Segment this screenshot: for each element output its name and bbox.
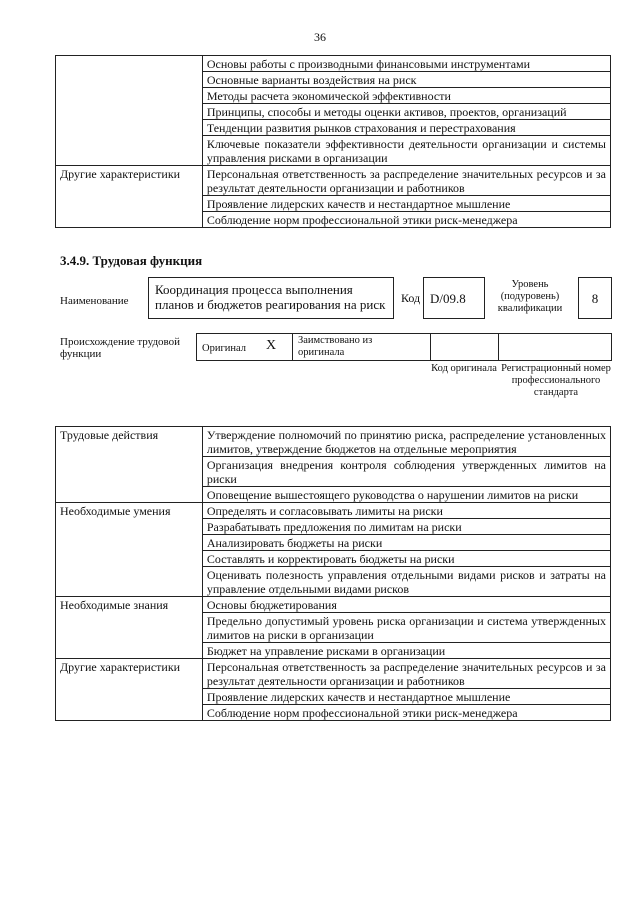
row-group-label — [56, 56, 203, 166]
section-heading: 3.4.9. Трудовая функция — [60, 253, 203, 268]
table-cell: Оценивать полезность управления отдельными видами рисков и затраты на управление отдельными видами рисков — [202, 567, 610, 597]
table-cell: Бюджет на управление рисками в организации — [202, 643, 610, 659]
table-cell: Оповещение вышестоящего руководства о нарушении лимитов на риски — [202, 487, 610, 503]
table-cell: Основы работы с производными финансовыми инструментами — [202, 56, 610, 72]
table-cell: Составлять и корректировать бюджеты на риски — [202, 551, 610, 567]
table-cell: Утверждение полномочий по принятию риска, распределение установленных лимитов, утверждение бюджетов на отдельные мероприятия — [202, 427, 610, 457]
name-label: Наименование — [60, 295, 129, 307]
level-label: Уровень (подуровень) квалификации — [497, 279, 563, 314]
origin-divider — [430, 333, 431, 361]
table-cell: Разрабатывать предложения по лимитам на риски — [202, 519, 610, 535]
original-code-caption: Код оригинала — [431, 363, 497, 374]
table-row — [56, 659, 611, 689]
labor-function-table — [55, 426, 611, 721]
table-cell: Основные варианты воздействия на риск — [202, 72, 610, 88]
table-cell: Персональная ответственность за распределение значительных ресурсов и за результат деятельности организации и работников — [202, 659, 610, 689]
table-cell: Организация внедрения контроля соблюдения утвержденных лимитов на риски — [202, 457, 610, 487]
table-cell: Ключевые показатели эффективности деятельности организации и системы управления рисками в организации — [202, 136, 610, 166]
table-cell: Принципы, способы и методы оценки активов, проектов, организаций — [202, 104, 610, 120]
table-cell: Соблюдение норм профессиональной этики риск-менеджера — [202, 705, 610, 721]
original-label: Оригинал — [202, 343, 246, 354]
origin-label: Происхождение трудовой функции — [60, 336, 181, 360]
table-cell: Основы бюджетирования — [202, 597, 610, 613]
table-row — [56, 427, 611, 457]
competency-table-continued — [55, 55, 611, 228]
table-cell: Проявление лидерских качеств и нестандартное мышление — [202, 689, 610, 705]
table-row — [56, 56, 611, 72]
table-cell: Методы расчета экономической эффективности — [202, 88, 610, 104]
table-cell: Тенденции развития рынков страхования и перестрахования — [202, 120, 610, 136]
table-cell: Соблюдение норм профессиональной этики риск-менеджера — [202, 212, 610, 228]
row-group-label: Необходимые умения — [56, 503, 203, 597]
table-cell: Предельно допустимый уровень риска организации и система утвержденных лимитов на риски в организации — [202, 613, 610, 643]
function-name-value: Координация процесса выполнения планов и бюджетов реагирования на риск — [148, 277, 394, 319]
table-cell: Проявление лидерских качеств и нестандартное мышление — [202, 196, 610, 212]
table-cell: Персональная ответственность за распределение значительных ресурсов и за результат деятельности организации и работников — [202, 166, 610, 196]
original-mark: X — [266, 338, 277, 353]
table-cell: Определять и согласовывать лимиты на риски — [202, 503, 610, 519]
code-label: Код — [401, 291, 421, 305]
row-group-label: Трудовые действия — [56, 427, 203, 503]
borrowed-label: Заимствовано из оригинала — [298, 335, 373, 358]
registration-number-caption: Регистрационный номер профессионального стандарта — [501, 363, 611, 398]
level-value: 8 — [578, 277, 612, 319]
row-group-label: Другие характеристики — [56, 659, 203, 721]
row-group-label: Необходимые знания — [56, 597, 203, 659]
table-row — [56, 166, 611, 196]
origin-divider — [498, 333, 499, 361]
origin-divider — [292, 333, 293, 361]
table-cell: Анализировать бюджеты на риски — [202, 535, 610, 551]
table-row — [56, 503, 611, 519]
code-value: D/09.8 — [423, 277, 485, 319]
page-number: 36 — [314, 30, 326, 44]
row-group-label: Другие характеристики — [56, 166, 203, 228]
table-row — [56, 597, 611, 613]
